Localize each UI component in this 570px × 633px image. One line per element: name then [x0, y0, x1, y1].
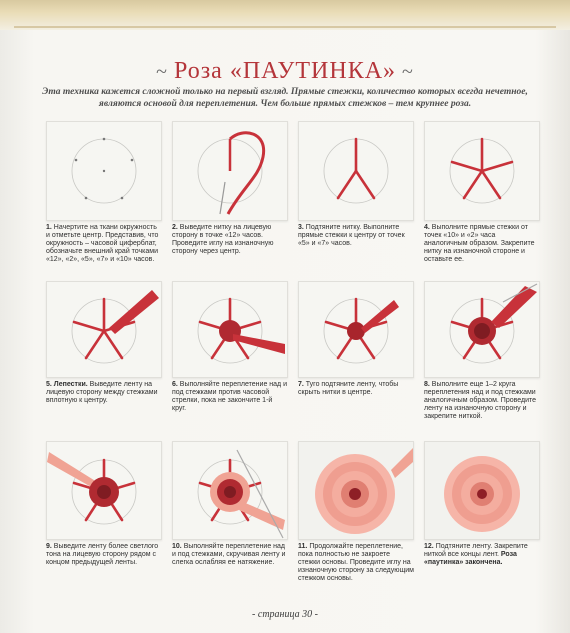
step-4-caption: 4. Выполните прямые стежки от точек «10» и «2» часа аналогичным образом. Закрепите нитку на изнаночной стороне и оставьте ее.	[424, 224, 535, 263]
step-12-photo	[424, 441, 540, 540]
intro-line-2: являются основой для переплетения. Чем больше прямых стежков – тем крупнее роза.	[98, 99, 472, 109]
step-6-caption: 6. Выполняйте переплетение над и под стежками против часовой стрелки, пока не закончите 1-й круг.	[172, 381, 287, 412]
step-1-caption: 1. Начертите на ткани окружность и отметьте центр. Представив, что окружность – часовой циферблат, обозначьте внешний край точками «12», «2», «5», «7» и «10» часов.	[46, 224, 159, 263]
step-11-photo	[298, 441, 414, 540]
step-2-caption: 2. Выведите нитку на лицевую сторону в точке «12» часов. Проведите иглу на изнаночную сторону через центр.	[172, 224, 274, 255]
step-8-photo	[424, 281, 540, 378]
top-decorative-band	[0, 0, 570, 30]
step-10-caption: 10. Выполняйте переплетение над и под стежками, скручивая ленту и слегка ослабляя ее натяжение.	[172, 543, 286, 566]
step-7-caption: 7. Туго подтяните ленту, чтобы скрыть нитки в центре.	[298, 381, 399, 396]
step-3-caption: 3. Подтяните нитку. Выполните прямые стежки к центру от точек «5» и «7» часов.	[298, 224, 405, 247]
title-text: Роза «ПАУТИНКА»	[173, 58, 397, 84]
step-8-caption: 8. Выполните еще 1–2 круга переплетения над и под стежками аналогичным образом. Проведите ленту на изнаночную сторону и закрепите ниткой.	[424, 381, 537, 420]
step-11-caption: 11. Продолжайте переплетение, пока полностью не закроете стежки основы. Проведите иглу на изнаночную сторону за следующим стежком основы.	[298, 543, 414, 582]
step-6-photo	[172, 281, 288, 378]
step-12-caption: 12. Подтяните ленту. Закрепите ниткой все концы лент. Роза «паутинка» закончена.	[424, 543, 528, 566]
step-7-photo	[298, 281, 414, 378]
step-4-photo	[424, 121, 540, 221]
page-number-footer: - страница 30 -	[252, 609, 318, 620]
intro-line-1: Эта техника кажется сложной только на первый взгляд. Прямые стежки, количество которых всегда нечетное,	[42, 87, 528, 97]
step-9-caption: 9. Выведите ленту более светлого тона на лицевую сторону рядом с концом предыдущей ленты.	[46, 543, 159, 566]
step-1-photo	[46, 121, 162, 221]
step-5-caption: 5. Лепестки. Выведите ленту на лицевую сторону между стежками вплотную к центру.	[46, 381, 158, 404]
step-3-photo	[298, 121, 414, 221]
step-2-photo	[172, 121, 288, 221]
step-9-photo	[46, 441, 162, 540]
step-5-photo	[46, 281, 162, 378]
intro-text	[20, 86, 550, 110]
step-10-photo	[172, 441, 288, 540]
page-title: ~ Роза «ПАУТИНКА» ~	[156, 58, 414, 84]
